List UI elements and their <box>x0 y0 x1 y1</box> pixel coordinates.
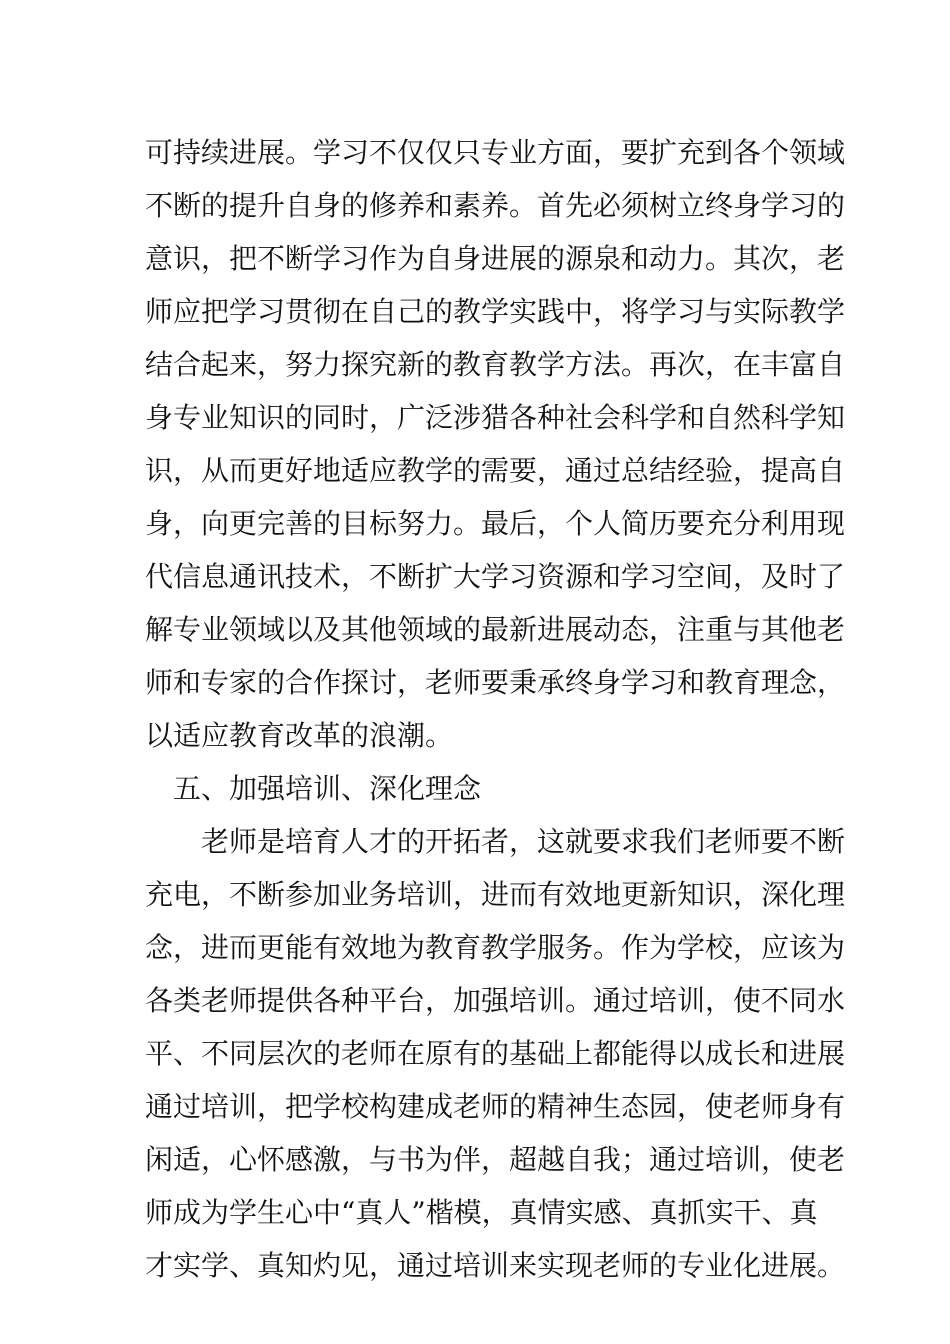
paragraph-continuation <box>145 126 846 762</box>
text-line: 闲适，心怀感激，与书为伴，超越自我；通过培训，使老 <box>145 1143 846 1176</box>
text-line: 结合起来，努力探究新的教育教学方法。再次，在丰富自 <box>145 348 846 381</box>
text-line: 通过培训，把学校构建成老师的精神生态园，使老师身有 <box>145 1090 846 1123</box>
text-line: 念，进而更能有效地为教育教学服务。作为学校，应该为 <box>145 931 846 964</box>
text-line: 各类老师提供各种平台，加强培训。通过培训，使不同水 <box>145 984 846 1017</box>
text-line: 不断的提升自身的修养和素养。首先必须树立终身学习的 <box>145 189 846 222</box>
text-line: 可持续进展。学习不仅仅只专业方面，要扩充到各个领域 <box>145 136 846 169</box>
paragraph-training <box>145 815 846 1292</box>
text-line: 代信息通讯技术，不断扩大学习资源和学习空间，及时了 <box>145 560 846 593</box>
section-heading: 五、加强培训、深化理念 <box>173 772 482 805</box>
text-line: 老师是培育人才的开拓者，这就要求我们老师要不断 <box>201 825 846 858</box>
document-body <box>145 126 846 1292</box>
text-line: 平、不同层次的老师在原有的基础上都能得以成长和进展 <box>145 1037 846 1070</box>
text-line: 充电，不断参加业务培训，进而有效地更新知识，深化理 <box>145 878 846 911</box>
text-line: 身，向更完善的目标努力。最后，个人简历要充分利用现 <box>145 507 846 540</box>
text-line: 师和专家的合作探讨，老师要秉承终身学习和教育理念， <box>145 666 846 699</box>
text-line: 师应把学习贯彻在自己的教学实践中，将学习与实际教学 <box>145 295 846 328</box>
text-line: 才实学、真知灼见，通过培训来实现老师的专业化进展。 <box>145 1249 846 1282</box>
text-line: 师成为学生心中“真人”楷模，真情实感、真抓实干、真 <box>145 1196 818 1229</box>
text-line: 身专业知识的同时，广泛涉猎各种社会科学和自然科学知 <box>145 401 846 434</box>
text-line: 解专业领域以及其他领域的最新进展动态，注重与其他老 <box>145 613 846 646</box>
text-line: 意识，把不断学习作为自身进展的源泉和动力。其次，老 <box>145 242 846 275</box>
text-line: 识，从而更好地适应教学的需要，通过总结经验，提高自 <box>145 454 846 487</box>
text-line: 以适应教育改革的浪潮。 <box>145 719 454 752</box>
